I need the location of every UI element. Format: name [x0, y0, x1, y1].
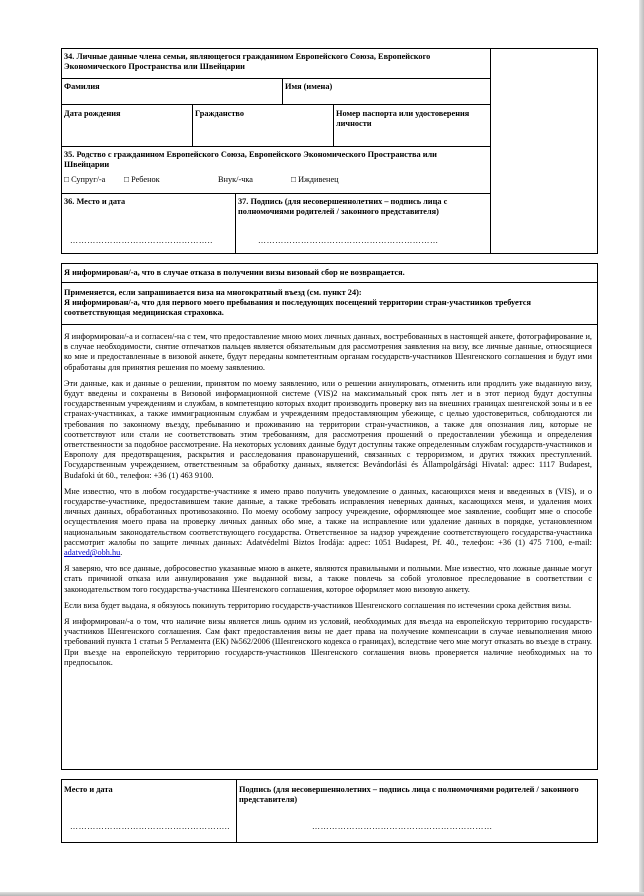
declaration-data-consent: Я информирован/-а и согласен/-на с тем, что предоставление мною моих личных данных, востребованных в настоящей анкете, фотографирование и, в случае необходимости, снятие отпечатков пальцев является обязательным для рассмотрения заявления на визу, все личные данные, относящиеся ко мне и предоставленные в визовой анкете, будут переданы компетентным органам государств-участников Шенгенского соглашения и будут ими обработаны для принятия решения по моему заявлению.: [64, 332, 592, 372]
contact-email-link[interactable]: adatved@obh.hu: [64, 548, 121, 558]
section-35-title: 35. Родство с гражданином Европейского Союза, Европейского Экономического Пространства или Швейцарии: [64, 150, 437, 169]
fee-notice: Я информирован/-а, что в случае отказа в получении визы визовый сбор не возвращается.: [64, 268, 405, 277]
footer-signature-label: Подпись (для несовершеннолетних – подпись лица с полномочиями родителей / законного представителя): [239, 785, 579, 804]
page-edge-shadow: [639, 0, 644, 896]
date-of-birth-label: Дата рождения: [64, 109, 121, 118]
surname-label: Фамилия: [64, 82, 100, 91]
passport-number-label: Номер паспорта или удостоверения личности: [336, 109, 470, 128]
nationality-label: Гражданство: [195, 109, 244, 118]
declaration-data-rights-text: Мне известно, что в любом государстве-участнике я имею право получить уведомление о данных, касающихся меня и введенных в (VIS), и о государстве-участнике, предоставившем такие данные, а также требовать исправления неверных данных, касающихся меня, и удаления моих личных данных, обработанных противозаконно. По моему особому запросу учреждение, оформляющее мое заявление, сообщит мне о способе осуществления моего права на проверку личных данных обо мне, а также на исправление или удаление данных в порядке, установленном национальным законодательством соответствующего государства. Ответственное за надзор учреждение соответствующего государства-участника рассмотрит жалобы по защите личных данных: Adatvédelmi Biztos Irodája: адрес: 1051 Budapest, Pf. 40., телефон: +36 (1) 475 7100, e-mail:: [64, 486, 592, 547]
declarations-text: [64, 332, 592, 668]
divider: [61, 324, 598, 325]
section-37-title: 37. Подпись (для несовершеннолетних – подпись лица с полномочиями родителей / законного представителя): [238, 197, 448, 216]
divider: [61, 193, 491, 194]
section-34-title: 34. Личные данные члена семьи, являющегося гражданином Европейского Союза, Европейского Экономического Пространства или Швейцарии: [64, 52, 431, 71]
period: .: [120, 548, 123, 558]
checkbox-child[interactable]: □ Ребенок: [124, 175, 160, 184]
divider: [61, 104, 491, 105]
declaration-entry-conditions: Я информирован/-а о том, что наличие визы является лишь одним из условий, необходимых для въезда на европейскую территорию государств-участников Шенгенского соглашения. Сам факт предоставления визы не дает права на получение компенсации в случае невыполнения мною требований пункта 1 статьи 5 Регламента (ЕК) №562/2006 (Шенгенского кодекса о границах), вследствие чего мне могут отказать во въезде в страну. При въезде на европейскую территорию государств-участников Шенгенского соглашения вновь проверяется наличие необходимых на то предпосылок.: [64, 617, 592, 667]
divider: [61, 146, 491, 147]
checkbox-dependant[interactable]: □ Иждивенец: [291, 175, 339, 184]
insurance-notice: Я информирован/-а, что для первого моего пребывания и последующих посещений территории стран-участников требуется соответствующая медицинская страховка.: [64, 298, 531, 317]
divider: [235, 193, 236, 254]
footer-place-date-field[interactable]: ………………………………………………..: [70, 822, 230, 831]
page-edge-shadow-bottom: [0, 892, 644, 896]
declaration-vis-storage: Эти данные, как и данные о решении, принятом по моему заявлению, или о решении аннулировать, отменить или продлить уже выданную визу, будут введены и сохранены в Визовой информационной системе (VIS)2 на максимальный срок пять лет и в этот период будут доступны государственным учреждениям и службам, в компетенцию которых входит производить проверку виз на внешних границах шенгенской зоны и в ее странах-участниках, а также иммиграционным службам и учреждениям предоставляющим убежище, с целью удостовериться, соблюдаются ли требования по законному въезду, пребыванию и проживанию на территории стран-участников, а также для опознания лиц, которые не соответствуют или стали не соответствовать этим требованиям, для рассмотрения прошений о предоставлении убежища и определения ответственности за подобное рассмотрение. На некоторых условиях данные будут доступны также определенным службам государств-участников и Европолу для предотвращения, раскрытия и расследования правонарушений, связанных с терроризмом, и других тяжких преступлений. Государственным учреждением, ответственным за обработку данных, является: Bevándorlási és Állampolgársági Hivatal: адрес: 1117 Budapest, Budafoki út 60., телефон: +36 (1) 463 9100.: [64, 378, 592, 480]
insurance-condition: Применяется, если запрашивается виза на многократный въезд (см. пункт 24):: [64, 288, 362, 297]
divider: [236, 779, 237, 843]
footer-signature-field[interactable]: ………………………………………………………: [312, 822, 493, 831]
signature-field[interactable]: ………………………………………………………: [258, 236, 439, 245]
declaration-leave-territory: Если виза будет выдана, я обязуюсь покинуть территорию государств-участников Шенгенского соглашения по истечении срока действия визы.: [64, 600, 572, 610]
checkbox-spouse[interactable]: □ Супруг/-а: [64, 175, 106, 184]
place-date-field[interactable]: …………………………………………..: [70, 236, 213, 245]
right-margin-column: [490, 48, 598, 254]
divider: [192, 104, 193, 146]
declaration-truthfulness: Я заверяю, что все данные, добросовестно указанные мною в анкете, являются правильными и полными. Мне известно, что ложные данные могут стать причиной отказа или аннулирования уже выданной визы, а также повлечь за собой уголовное преследование в соответствии с законодательством того государства-участника Шенгенского соглашения, которое оформляет мою визовую анкету.: [64, 564, 592, 594]
declaration-data-rights: [64, 487, 592, 558]
footer-place-date-label: Место и дата: [64, 785, 113, 794]
divider: [333, 104, 334, 146]
section-36-title: 36. Место и дата: [64, 197, 126, 206]
divider: [282, 78, 283, 104]
given-names-label: Имя (имена): [285, 82, 333, 91]
divider: [61, 78, 491, 79]
checkbox-grandchild[interactable]: Внук/-чка: [218, 175, 253, 184]
